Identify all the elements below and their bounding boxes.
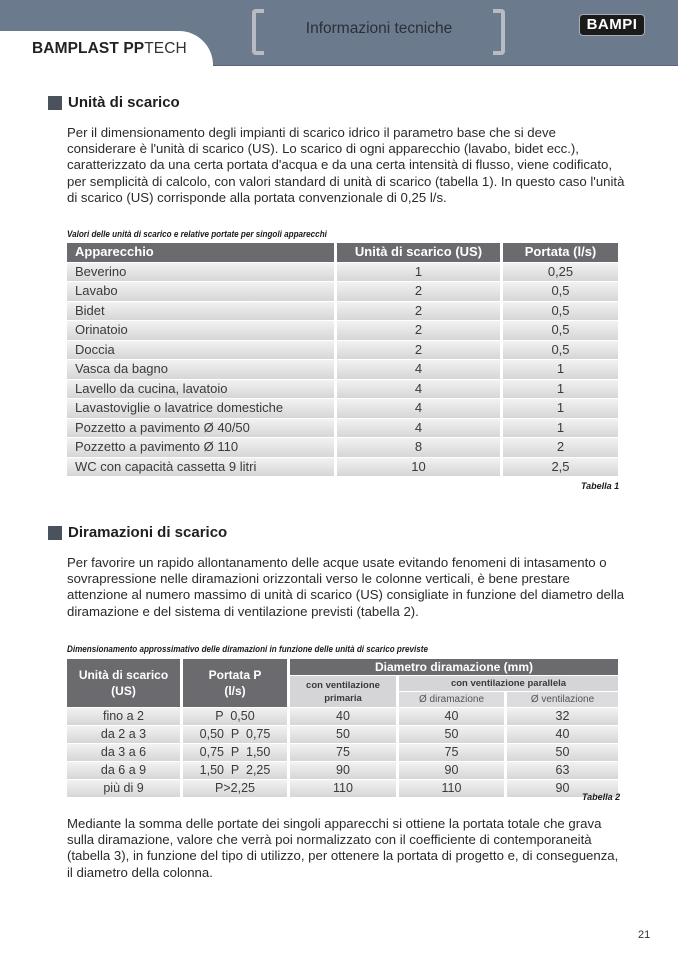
header-apparecchio: Apparecchio [67, 243, 334, 262]
table-row [67, 380, 618, 400]
header-us-line2: (US) [111, 684, 136, 698]
bampi-logo: BAMPI [579, 14, 645, 36]
header-diametro-ventilazione: Ø ventilazione [507, 692, 618, 707]
cell-apparecchio: Pozzetto a pavimento Ø 40/50 [67, 419, 334, 438]
section-square-icon [48, 526, 62, 540]
header-diametro: Diametro diramazione (mm) [290, 659, 618, 675]
section-square-icon [48, 96, 62, 110]
left-bracket-decoration [252, 9, 264, 55]
header-diametro-diramazione: Ø diramazione [399, 692, 504, 707]
header-portata [183, 659, 287, 707]
section-title-text: Diramazioni di scarico [68, 524, 228, 541]
cell-apparecchio: Doccia [67, 341, 334, 360]
cell-primaria: 90 [290, 762, 396, 779]
cell-us: fino a 2 [67, 708, 180, 725]
cell-apparecchio: Lavabo [67, 282, 334, 301]
table-row [67, 780, 618, 798]
cell-portata: 0,50 P 0,75 [183, 726, 287, 743]
cell-primaria: 110 [290, 780, 396, 797]
table-2 [67, 659, 618, 798]
cell-us: 8 [337, 438, 500, 457]
cell-portata: 0,75 P 1,50 [183, 744, 287, 761]
cell-portata: 0,5 [503, 302, 618, 321]
brand-pp: PP [123, 40, 145, 57]
cell-us: 2 [337, 302, 500, 321]
header-portata: Portata (l/s) [503, 243, 618, 262]
cell-us: 2 [337, 282, 500, 301]
table-row [67, 438, 618, 458]
table-row [67, 726, 618, 744]
cell-ventilazione: 50 [507, 744, 618, 761]
cell-portata: 1,50 P 2,25 [183, 762, 287, 779]
brand-tech: TECH [144, 40, 187, 57]
cell-us: da 3 a 6 [67, 744, 180, 761]
section-title-diramazioni-di-scarico [48, 524, 227, 541]
cell-primaria: 75 [290, 744, 396, 761]
cell-us: 4 [337, 399, 500, 418]
cell-primaria: 50 [290, 726, 396, 743]
cell-apparecchio: Orinatoio [67, 321, 334, 340]
cell-apparecchio: WC con capacità cassetta 9 litri [67, 458, 334, 477]
brand-bold: BAMPLAST [32, 40, 124, 57]
cell-diramazione: 110 [399, 780, 504, 797]
cell-us: 2 [337, 321, 500, 340]
cell-diramazione: 90 [399, 762, 504, 779]
table-row [67, 360, 618, 380]
cell-portata: P 0,50 [183, 708, 287, 725]
header-portata-line2: (l/s) [224, 684, 246, 698]
section1-paragraph: Per il dimensionamento degli impianti di scarico idrico il parametro base che si deve considerare è l'unità di scarico (US). Lo scarico di ogni apparecchio (lavabo, bidet ecc.), caratterizzato da una certa portata d'acqua e da una certa intensità di flusso, viene codificato, per semplicità di calcolo, con valori standard di unità di scarico (tabella 1). In questo caso l'unità di scarico (US) corrisponde alla portata convenzionale di 0,25 l/s. [67, 125, 625, 205]
table-row [67, 458, 618, 478]
header-portata-line1: Portata P [208, 668, 262, 682]
cell-diramazione: 50 [399, 726, 504, 743]
header-ventilazione-primaria [290, 676, 396, 707]
cell-portata: 2,5 [503, 458, 618, 477]
table-row [67, 708, 618, 726]
header-primaria-line2: primaria [324, 693, 362, 704]
cell-ventilazione: 32 [507, 708, 618, 725]
cell-ventilazione: 90 [507, 780, 618, 797]
cell-apparecchio: Bidet [67, 302, 334, 321]
table-1 [67, 243, 618, 477]
cell-apparecchio: Lavello da cucina, lavatoio [67, 380, 334, 399]
cell-ventilazione: 63 [507, 762, 618, 779]
cell-us: 2 [337, 341, 500, 360]
header-ventilazione-parallela: con ventilazione parallela [399, 676, 618, 691]
cell-diramazione: 40 [399, 708, 504, 725]
cell-apparecchio: Lavastoviglie o lavatrice domestiche [67, 399, 334, 418]
cell-portata: 0,25 [503, 263, 618, 282]
header-primaria-line1: con ventilazione [306, 680, 380, 691]
section2-closing-paragraph: Mediante la somma delle portate dei singoli apparecchi si ottiene la portata totale che grava sulla diramazione, valore che verrà poi normalizzato con il coefficiente di contemporaneità (tabella 3), in funzione del tipo di utilizzo, per ottenere la portata di progetto e, di conseguenza, il diametro della colonna. [67, 816, 619, 880]
cell-us: 4 [337, 380, 500, 399]
table-row [67, 762, 618, 780]
cell-portata: 1 [503, 399, 618, 418]
table-row [67, 263, 618, 283]
table-row [67, 321, 618, 341]
cell-apparecchio: Beverino [67, 263, 334, 282]
cell-portata: 2 [503, 438, 618, 457]
header-unita-scarico: Unità di scarico (US) [337, 243, 500, 262]
cell-portata: 1 [503, 419, 618, 438]
cell-us: da 2 a 3 [67, 726, 180, 743]
header-title: Informazioni tecniche [305, 20, 453, 37]
cell-us: 4 [337, 419, 500, 438]
cell-us: 10 [337, 458, 500, 477]
header-us-line1: Unità di scarico [78, 668, 169, 682]
cell-portata: 0,5 [503, 282, 618, 301]
section-title-text: Unità di scarico [68, 94, 180, 111]
cell-apparecchio: Pozzetto a pavimento Ø 110 [67, 438, 334, 457]
cell-portata: 1 [503, 380, 618, 399]
table-row [67, 341, 618, 361]
page-number: 21 [638, 929, 651, 941]
section-title-unita-di-scarico [48, 94, 180, 111]
table-header-row [67, 243, 618, 263]
cell-portata: 1 [503, 360, 618, 379]
table2-caption: Dimensionamento approssimativo delle diramazioni in funzione delle unità di scarico previste [67, 644, 428, 654]
cell-us: da 6 a 9 [67, 762, 180, 779]
cell-us: 4 [337, 360, 500, 379]
section2-paragraph: Per favorire un rapido allontanamento delle acque usate evitando fenomeni di intasamento o sovrapressione nelle diramazioni orizzontali verso le colonne verticali, è bene prestare attenzione al numero massimo di unità di scarico (US) consigliate in funzione del diametro della diramazione e del sistema di ventilazione previsti (tabella 2). [67, 555, 625, 619]
product-brand [32, 40, 187, 58]
table-row [67, 399, 618, 419]
cell-ventilazione: 40 [507, 726, 618, 743]
table1-caption: Valori delle unità di scarico e relative portate per singoli apparecchi [67, 229, 327, 239]
cell-us: 1 [337, 263, 500, 282]
table-row [67, 419, 618, 439]
right-bracket-decoration [493, 9, 505, 55]
table-row [67, 282, 618, 302]
cell-apparecchio: Vasca da bagno [67, 360, 334, 379]
table-row [67, 744, 618, 762]
header-unita-scarico [67, 659, 180, 707]
table-row [67, 302, 618, 322]
cell-portata: 0,5 [503, 341, 618, 360]
table2-header [67, 659, 618, 708]
table1-label: Tabella 1 [581, 481, 620, 491]
cell-us: più di 9 [67, 780, 180, 797]
cell-portata: P>2,25 [183, 780, 287, 797]
table2-label: Tabella 2 [582, 792, 621, 802]
cell-diramazione: 75 [399, 744, 504, 761]
cell-portata: 0,5 [503, 321, 618, 340]
cell-primaria: 40 [290, 708, 396, 725]
